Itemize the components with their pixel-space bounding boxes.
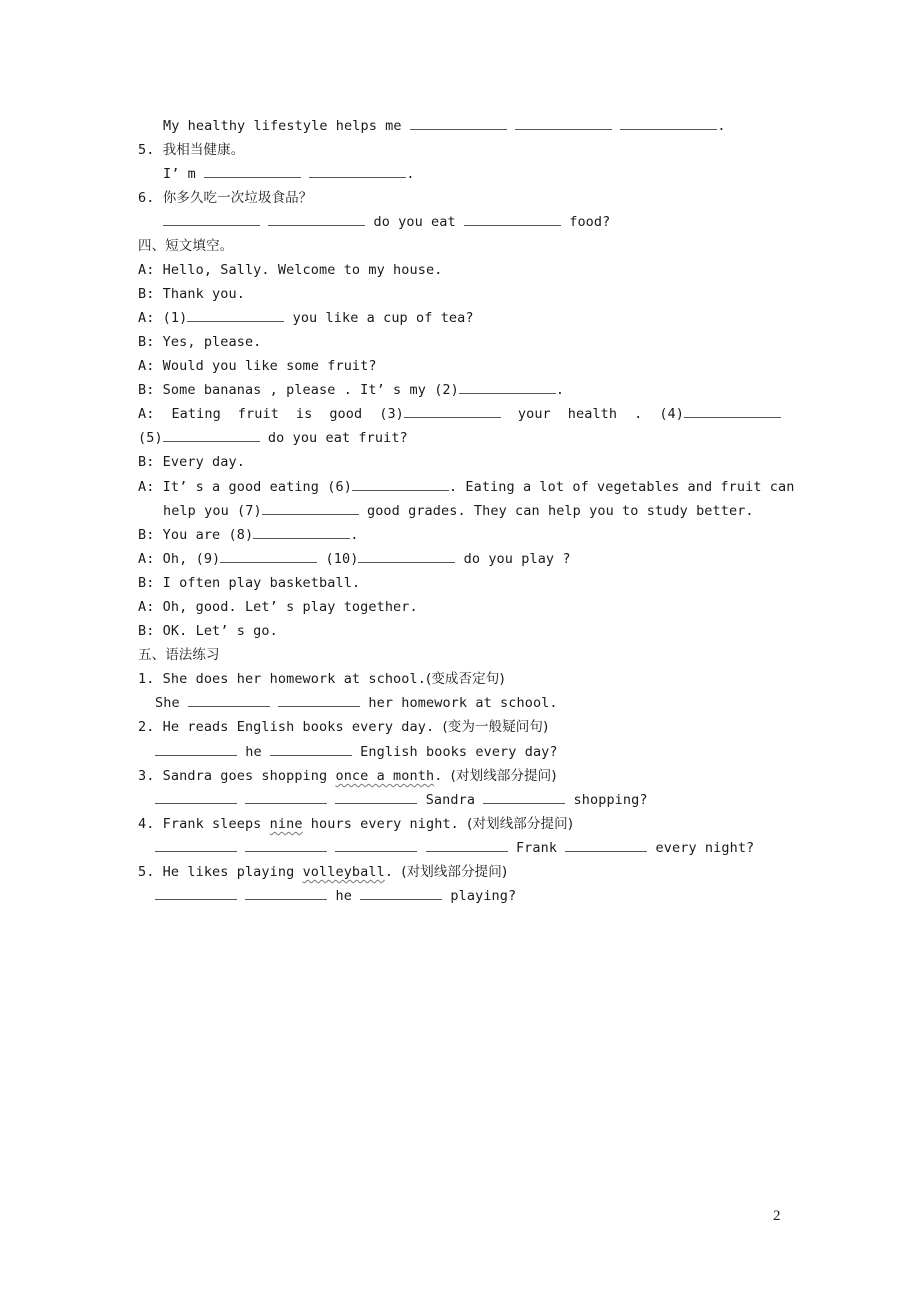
blank[interactable] <box>565 839 647 852</box>
answer-text: Sandra <box>425 792 476 808</box>
dialogue-line <box>138 429 408 447</box>
chinese-prompt: 我相当健康。 <box>162 142 245 158</box>
blank[interactable] <box>268 213 365 226</box>
question-text: 1. She does her homework at school. <box>138 671 426 687</box>
question-text: . <box>384 864 402 880</box>
question-text: 2. He reads English books every day. <box>138 719 443 735</box>
blank[interactable] <box>515 117 612 130</box>
q5-prompt <box>138 141 244 159</box>
word: Eating <box>171 406 221 422</box>
answer-text: shopping? <box>573 792 648 808</box>
dialogue-line <box>138 478 794 496</box>
grammar-q3 <box>138 767 557 785</box>
answer-text: English books every day? <box>360 744 558 760</box>
blank-1[interactable] <box>187 309 284 322</box>
dialogue-line: B: I often play basketball. <box>138 575 361 591</box>
answer-text: every night? <box>655 840 755 856</box>
word: A: <box>138 406 155 422</box>
dialogue-line: A: Would you like some fruit? <box>138 358 377 374</box>
question-text: . <box>434 768 451 784</box>
underlined-phrase: nine <box>269 816 303 832</box>
grammar-q2-answer <box>155 743 558 761</box>
blank[interactable] <box>335 839 417 852</box>
blank[interactable] <box>245 791 327 804</box>
blank-6[interactable] <box>352 478 449 491</box>
blank[interactable] <box>245 887 327 900</box>
question-text: hours every night. <box>302 816 468 832</box>
grammar-q2 <box>138 718 548 736</box>
dialogue-text: good grades. They can help you to study better. <box>358 503 754 519</box>
q6-answer-line <box>163 213 610 231</box>
grammar-q4-answer <box>155 839 754 857</box>
blank[interactable] <box>335 791 417 804</box>
word: (3) <box>379 406 404 422</box>
blank[interactable] <box>155 887 237 900</box>
blank-7[interactable] <box>262 502 359 515</box>
grammar-q5-answer <box>155 887 516 905</box>
answer-text: he <box>245 744 262 760</box>
blank[interactable] <box>163 213 260 226</box>
blank[interactable] <box>155 791 237 804</box>
dialogue-line <box>163 502 754 520</box>
underlined-phrase: volleyball <box>302 864 385 880</box>
answer-prefix: My healthy lifestyle helps me <box>163 118 402 134</box>
question-number: 6. <box>138 190 155 206</box>
blank-4[interactable] <box>684 405 781 418</box>
dialogue-text: do you eat fruit? <box>259 430 408 446</box>
answer-text: playing? <box>450 888 517 904</box>
dialogue-text: B: Some bananas , please . It’ s my (2) <box>138 382 459 398</box>
instruction: (对划线部分提问) <box>450 768 557 784</box>
answer-text: her homework at school. <box>368 695 558 711</box>
word: is <box>295 406 313 422</box>
underlined-phrase: once a month <box>335 768 435 784</box>
word: your <box>517 406 551 422</box>
instruction: (变为一般疑问句) <box>442 719 549 735</box>
chinese-prompt: 你多久吃一次垃圾食品？ <box>162 190 313 206</box>
blank[interactable] <box>188 694 270 707</box>
dialogue-text: do you play ? <box>455 551 571 567</box>
dialogue-text: (10) <box>317 551 359 567</box>
section-heading-4: 四、短文填空。 <box>138 238 234 254</box>
answer-prefix: I’ m <box>163 166 196 182</box>
dialogue-line: B: Yes, please. <box>138 334 262 350</box>
dialogue-line: A: Oh, good. Let’ s play together. <box>138 599 418 615</box>
blank-10[interactable] <box>358 550 455 563</box>
word: fruit <box>237 406 279 422</box>
q5-answer-line: I’ m . <box>163 166 415 182</box>
blank[interactable] <box>464 213 561 226</box>
dialogue-text: A: (1) <box>138 310 188 326</box>
question-text: 4. Frank sleeps <box>138 816 270 832</box>
grammar-q3-answer <box>155 791 648 809</box>
dialogue-text: A: Oh, (9) <box>138 551 221 567</box>
blank-8[interactable] <box>253 526 350 539</box>
dialogue-line-justified <box>138 405 781 423</box>
word: . <box>634 406 643 422</box>
dialogue-line: B: You are (8) . <box>138 527 359 543</box>
blank[interactable] <box>270 743 352 756</box>
dialogue-text: A: It’ s a good eating (6) <box>138 479 352 495</box>
blank[interactable] <box>278 694 360 707</box>
dialogue-line <box>138 550 571 568</box>
blank-5[interactable] <box>163 429 260 442</box>
blank[interactable] <box>204 165 301 178</box>
dialogue-line: B: OK. Let’ s go. <box>138 623 278 639</box>
instruction: (对划线部分提问) <box>467 816 574 832</box>
question-text: 3. Sandra goes shopping <box>138 768 336 784</box>
dialogue-line <box>138 309 474 327</box>
grammar-q5 <box>138 863 507 881</box>
question-text: 5. He likes playing <box>138 864 303 880</box>
word: health <box>567 406 618 422</box>
blank-9[interactable] <box>220 550 317 563</box>
q4-answer-line: My healthy lifestyle helps me . <box>163 118 726 134</box>
grammar-q4 <box>138 815 573 833</box>
blank[interactable] <box>483 791 565 804</box>
word: good <box>329 406 363 422</box>
grammar-q1-answer <box>155 694 558 712</box>
word: (4) <box>659 406 684 422</box>
answer-text: Frank <box>515 840 558 856</box>
blank[interactable] <box>410 117 507 130</box>
dialogue-line: A: Hello, Sally. Welcome to my house. <box>138 262 443 278</box>
blank[interactable] <box>360 887 442 900</box>
dialogue-line: B: Thank you. <box>138 286 245 302</box>
blank[interactable] <box>245 839 327 852</box>
instruction: (对划线部分提问) <box>401 864 508 880</box>
dialogue-text: (5) <box>138 430 163 446</box>
blank[interactable] <box>155 743 237 756</box>
q6-prompt <box>138 189 312 207</box>
dialogue-line: B: Every day. <box>138 454 245 470</box>
blank-2[interactable] <box>459 381 556 394</box>
answer-text: She <box>155 695 180 711</box>
answer-text: he <box>335 888 352 904</box>
dialogue-text: help you (7) <box>163 503 262 519</box>
dialogue-text: you like a cup of tea? <box>284 310 474 326</box>
answer-text: food? <box>569 214 611 230</box>
section-heading-5: 五、语法练习 <box>138 647 220 663</box>
answer-text: do you eat <box>373 214 456 230</box>
page-number: 2 <box>773 1208 781 1224</box>
dialogue-text: . Eating a lot of vegetables and fruit can <box>448 479 795 495</box>
blank[interactable] <box>155 839 237 852</box>
blank[interactable] <box>620 117 717 130</box>
dialogue-line: B: Some bananas , please . It’ s my (2) . <box>138 382 565 398</box>
question-number: 5. <box>138 142 155 158</box>
blank[interactable] <box>426 839 508 852</box>
instruction: (变成否定句) <box>425 671 505 687</box>
blank-3[interactable] <box>404 405 501 418</box>
dialogue-text: B: You are (8) <box>138 527 254 543</box>
grammar-q1 <box>138 670 505 688</box>
blank[interactable] <box>309 165 406 178</box>
